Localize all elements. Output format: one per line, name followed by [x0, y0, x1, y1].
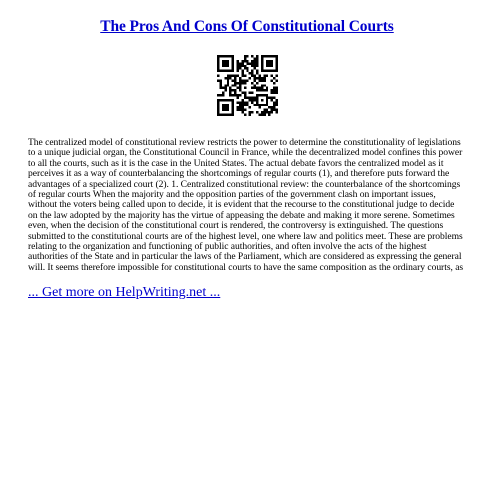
article-body — [28, 138, 466, 273]
title-link[interactable]: The Pros And Cons Of Constitutional Courts — [100, 18, 394, 35]
qr-code-icon — [217, 55, 278, 116]
qr-code-container — [28, 55, 466, 116]
page-title — [28, 0, 466, 36]
body-paragraph: The centralized model of constitutional review restricts the power to determine the constitutionality of legislations to a unique judicial organ, the Constitutional Council in France, while the decentralized model confines this power to all the courts, such as it is the case in the United States. The actual debate favors the centralized model as it perceives it as a way of counterbalancing the shortcomings of regular courts (1), and therefore puts forward the advantages of a specialized court (2). 1. Centralized constitutional review: the counterbalance of the shortcomings of regular courts When the majority and the opposition parties of the government clash on important issues, without the voters being called upon to decide, it is evident that the recourse to the constitutional judge to decide on the law adopted by the majority has the virtue of appeasing the debate and making it more serene. Sometimes even, when the decision of the constitutional court is rendered, the controversy is extinguished. The questions submitted to the constitutional courts are of the highest level, one where law and politics meet. These are problems relating to the organization and functioning of public authorities, and often involve the acts of the highest authorities of the State and in particular the laws of the Parliament, which are considered as expressing the general will. It seems therefore impossible for constitutional courts to have the same composition as the ordinary courts, as — [28, 137, 464, 273]
get-more-link[interactable]: ... Get more on HelpWriting.net ... — [28, 285, 221, 301]
more-link-container — [28, 285, 466, 301]
